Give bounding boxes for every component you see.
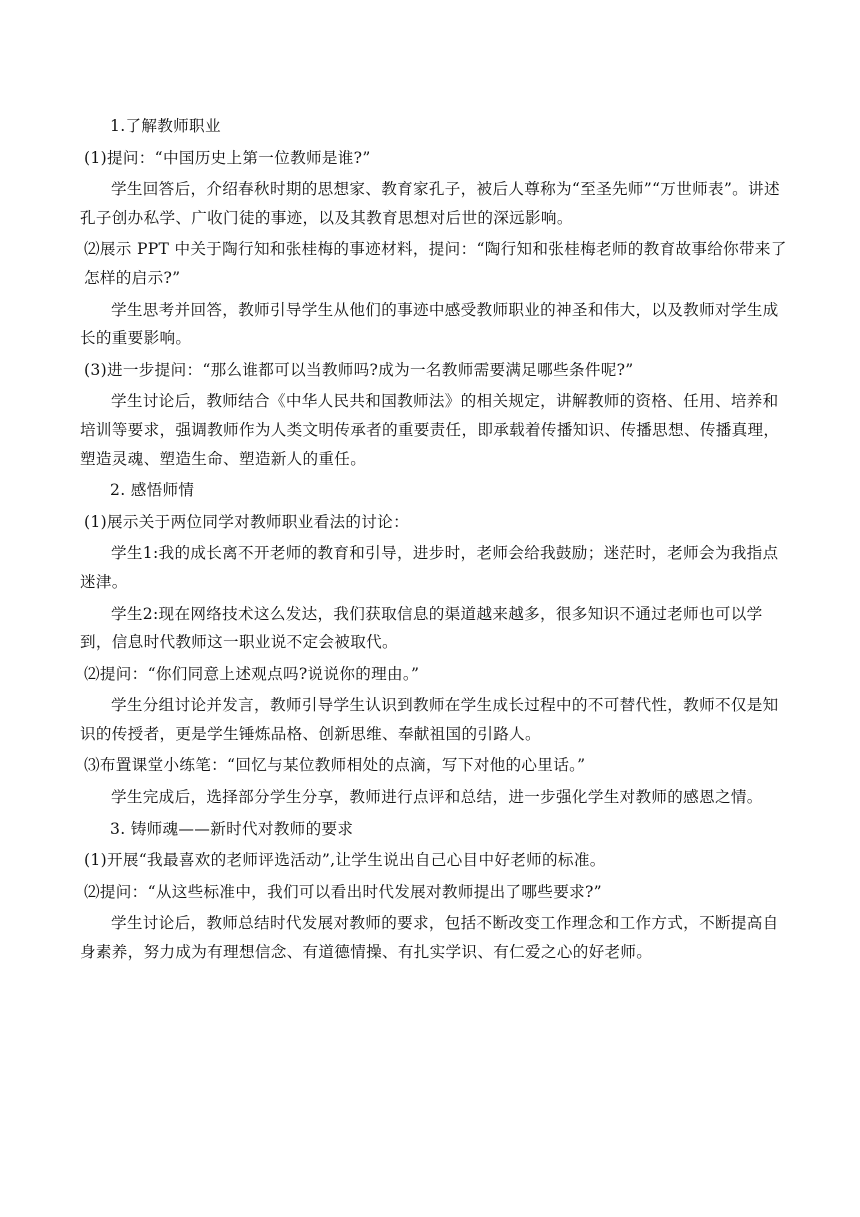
step-question-3: (3)进一步提问：“那么谁都可以当教师吗?成为一名教师需要满足哪些条件呢?”: [84, 360, 634, 379]
step-question-5: ⑵提问：“你们同意上述观点吗?说说你的理由。”: [84, 664, 420, 683]
body-paragraph-5: 学生2:现在网络技术这么发达，我们获取信息的渠道越来越多，很多知识不通过老师也可以学到，信息时代教师这一职业说不定会被取代。: [80, 604, 763, 652]
section-heading-1: 1.了解教师职业: [110, 117, 221, 135]
step-question-1: (1)提问：“中国历史上第一位教师是谁?”: [84, 148, 371, 167]
step-question-8: ⑵提问：“从这些标准中，我们可以看出时代发展对教师提出了哪些要求?”: [84, 882, 602, 901]
body-paragraph-1: 学生回答后，介绍春秋时期的思想家、教育家孔子，被后人尊称为“至圣先师”“万世师表”。讲述孔子创办私学、广收门徒的事迹，以及其教育思想对后世的深远影响。: [80, 180, 780, 227]
body-paragraph-6: 学生分组讨论并发言，教师引导学生认识到教师在学生成长过程中的不可替代性，教师不仅是知识的传授者，更是学生锤炼品格、创新思维、奉献祖国的引路人。: [80, 696, 779, 743]
body-paragraph-2: 学生思考并回答，教师引导学生从他们的事迹中感受教师职业的神圣和伟大，以及教师对学生成长的重要影响。: [80, 300, 779, 348]
step-question-4: (1)展示关于两位同学对教师职业看法的讨论：: [84, 512, 409, 531]
step-question-2: ⑵展示 PPT 中关于陶行知和张桂梅的事迹材料，提问：“陶行知和张桂梅老师的教育故事给你带来了怎样的启示?”: [84, 240, 787, 287]
document-body: [80, 112, 792, 967]
body-paragraph-8: 学生讨论后，教师总结时代发展对教师的要求，包括不断改变工作理念和工作方式，不断提高自身素养，努力成为有理想信念、有道德情操、有扎实学识、有仁爱之心的好老师。: [80, 914, 779, 962]
step-question-7: (1)开展“我最喜欢的老师评选活动”,让学生说出自己心目中好老师的标准。: [84, 851, 606, 870]
step-question-6: ⑶布置课堂小练笔：“回忆与某位教师相处的点滴，写下对他的心里话。”: [84, 756, 586, 775]
section-heading-3: 3. 铸师魂——新时代对教师的要求: [110, 819, 354, 838]
body-paragraph-3: 学生讨论后，教师结合《中华人民共和国教师法》的相关规定，讲解教师的资格、任用、培养和培训等要求，强调教师作为人类文明传承者的重要责任，即承载着传播知识、传播思想、传播真理，塑造灵魂、塑造生命、塑造新人的重任。: [80, 392, 780, 468]
body-paragraph-4: 学生1:我的成长离不开老师的教育和引导，进步时，老师会给我鼓励；迷茫时，老师会为我指点迷津。: [80, 544, 779, 591]
body-paragraph-7: 学生完成后，选择部分学生分享，教师进行点评和总结，进一步强化学生对教师的感恩之情。: [111, 788, 763, 807]
section-heading-2: 2. 感悟师情: [110, 481, 195, 500]
